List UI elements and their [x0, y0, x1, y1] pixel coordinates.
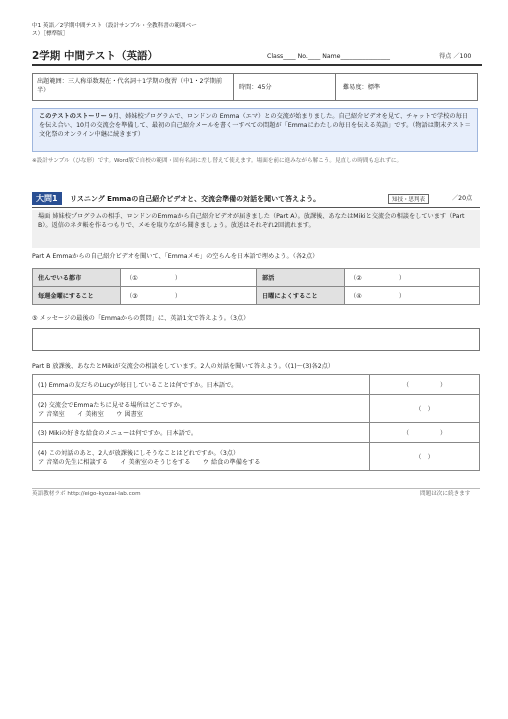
story-text: 9月、姉妹校プログラムで、ロンドンの Emma（エマ）との交流が始まりました。自己紹介ビデオを見て、チャットで学校の毎日を伝え合い、10月の交流会を準備して、最初の自己紹介メールを書く一すべての問題が「Emmaにわたしの毎日を伝える英語」です。（物語は期末テスト＝文化祭のオンライン中継に続きます）	[39, 113, 471, 138]
range-cell: 出題範囲：三人称単数現在・代名詞＋1学期の復習（中1・2学期前半）	[37, 78, 223, 94]
memo-label: 住んでいる都市	[33, 269, 121, 287]
memo-label: 日曜によくすること	[257, 287, 345, 305]
question-text	[33, 395, 370, 423]
question-choices: ア 音楽室 イ 美術室 ウ 図書室	[38, 410, 143, 418]
question-stem: (2) 交流会でEmmaたちに見せる場所はどこですか。	[38, 401, 187, 409]
usage-note: ※設計サンプル（ひな形）です。Word版で自校の範囲・固有名詞に差し替えて使えます。場面を前に進みながら解こう。見直しの時間も忘れずに。	[32, 158, 403, 164]
name-field[interactable]: Class____ No.____ Name________________	[267, 53, 390, 60]
question5: ⑤ メッセージの最後の「Emmaからの質問」に、英語1文で答えよう。（3点）	[32, 315, 250, 322]
answer-blank-2[interactable]: （② ）	[345, 269, 480, 287]
emma-memo-table	[32, 268, 480, 305]
section1-heading	[32, 192, 480, 206]
question-row	[33, 423, 480, 443]
question-text: (3) Mikiの好きな給食のメニューは何ですか。日本語で。	[33, 423, 370, 443]
story-label: このテストのストーリー	[39, 113, 107, 120]
question-stem: (4) この対話のあと、2人が放課後にしそうなことはどれですか。（3点）	[38, 449, 240, 457]
memo-label: 部活	[257, 269, 345, 287]
test-title: 2学期 中間テスト（英語）	[32, 50, 159, 62]
partB-question-table	[32, 374, 480, 471]
partB-instruction: Part B 放課後、あなたとMikiが交流会の相談をしています。2人の対話を聞いて答えよう。（(1)～(3)各2点）	[32, 363, 335, 370]
answer-box-5[interactable]	[32, 328, 480, 351]
footer-site: 英語教材ラボ http://eigo-kyozai-lab.com	[32, 491, 141, 497]
answer-blank-3[interactable]: （③ ）	[121, 287, 257, 305]
section1-tag: 大問1	[32, 192, 62, 205]
question-row	[33, 395, 480, 423]
answer-blank[interactable]: （ ）	[370, 443, 480, 471]
answer-blank[interactable]: （ ）	[370, 375, 480, 395]
series-label-line1: 中1 英語／2学期中間テスト（設計サンプル・全教科書の範囲ベー	[32, 23, 197, 29]
score-field: 得点 ／100	[439, 53, 472, 60]
story-box	[32, 108, 478, 152]
question-row	[33, 375, 480, 395]
footer-continue: 問題は次に続きます	[420, 491, 471, 497]
section1-points: ／20点	[452, 195, 473, 202]
section1-title: リスニング Emmaの自己紹介ビデオと、交流会準備の対話を聞いて答えよう。	[70, 195, 321, 203]
question-text: (1) Emmaの友だちのLucyが毎日していることは何ですか。日本語で。	[33, 375, 370, 395]
scene-box: 場面 姉妹校プログラムの相手、ロンドンのEmmaから自己紹介ビデオが届きました（Part A）。放課後、あなたはMikiと交流会の相談をしています（Part B）。返信のネタ帳を作るつもりで、メモを取りながら聞きましょう。放送はそれぞれ2回流れます。	[32, 210, 480, 248]
series-label-line2: ス）［標準版］	[32, 31, 69, 37]
title-bar	[32, 44, 482, 66]
series-label	[32, 22, 282, 38]
answer-blank-4[interactable]: （④ ）	[345, 287, 480, 305]
info-table	[32, 73, 478, 101]
memo-row	[33, 269, 480, 287]
answer-blank-1[interactable]: （① ）	[121, 269, 257, 287]
time-cell: 時間：45分	[239, 84, 272, 91]
skill-badge: 知技・思判表	[388, 194, 429, 204]
memo-row	[33, 287, 480, 305]
question-row	[33, 443, 480, 471]
partA-instruction: Part A Emmaからの自己紹介ビデオを聞いて、「Emmaメモ」の空らんを日本語で埋めよう。（各2点）	[32, 253, 319, 260]
memo-label: 毎週金曜にすること	[33, 287, 121, 305]
question-choices: ア 音楽の先生に相談する イ 美術室のそうじをする ウ 給食の準備をする	[38, 458, 261, 466]
answer-blank[interactable]: （ ）	[370, 395, 480, 423]
difficulty-cell: 難易度：標準	[343, 84, 381, 91]
question-text	[33, 443, 370, 471]
answer-blank[interactable]: （ ）	[370, 423, 480, 443]
